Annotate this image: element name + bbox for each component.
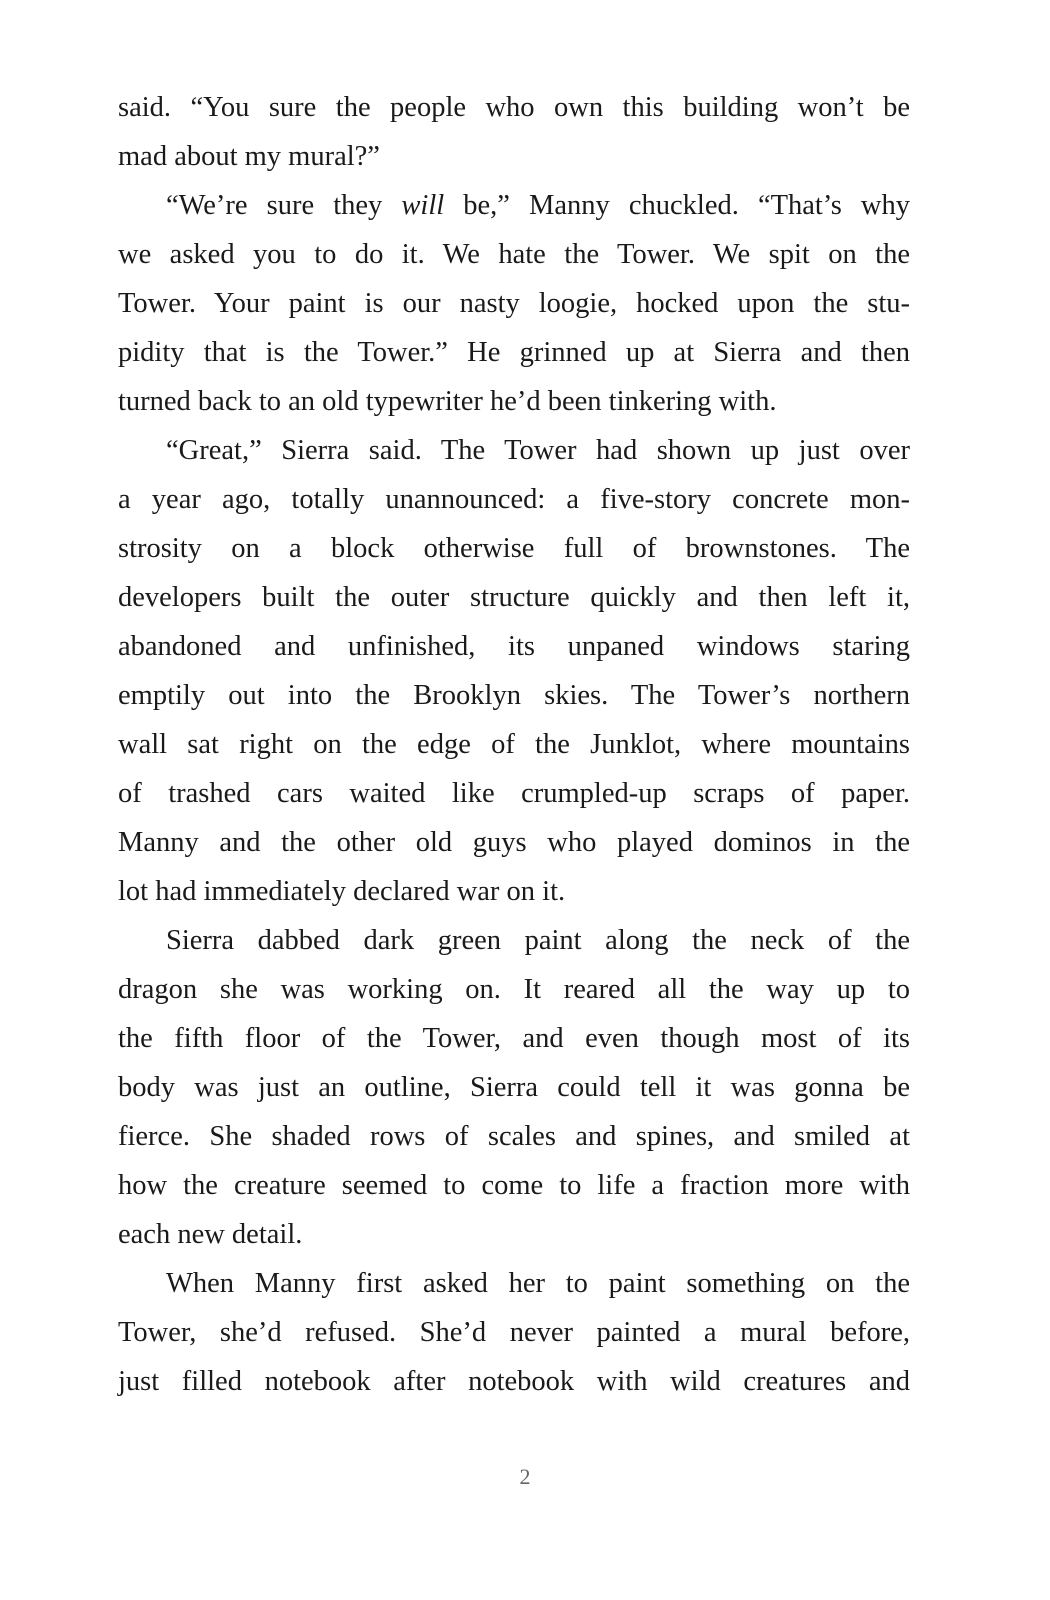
text-line: just filled notebook after notebook with wild creatures and xyxy=(118,1366,910,1397)
text-line: said. “You sure the people who own this building won’t be xyxy=(118,92,910,123)
text-line xyxy=(166,186,910,226)
text-line: pidity that is the Tower.” He grinned up at Sierra and then xyxy=(118,337,910,368)
text-line: lot had immediately declared war on it. xyxy=(118,876,566,907)
text-line: When Manny first asked her to paint something on the xyxy=(166,1268,910,1299)
text-line: Manny and the other old guys who played dominos in the xyxy=(118,827,910,858)
text-line: of trashed cars waited like crumpled-up scraps of paper. xyxy=(118,778,910,809)
text-line: Tower, she’d refused. She’d never painted a mural before, xyxy=(118,1317,910,1348)
text-line: abandoned and unfinished, its unpaned windows staring xyxy=(118,631,910,662)
line-text: “We’re sure they xyxy=(166,190,402,221)
text-line: Sierra dabbed dark green paint along the neck of the xyxy=(166,925,910,956)
text-line: developers built the outer structure quickly and then left it, xyxy=(118,582,910,613)
emphasized-word: will xyxy=(401,190,445,221)
text-line: wall sat right on the edge of the Junklot, where mountains xyxy=(118,729,910,760)
text-line: turned back to an old typewriter he’d been tinkering with. xyxy=(118,386,777,417)
text-line: how the creature seemed to come to life a fraction more with xyxy=(118,1170,910,1201)
line-text: be,” Manny chuckled. “That’s why xyxy=(444,190,910,221)
text-line: strosity on a block otherwise full of brownstones. The xyxy=(118,533,910,564)
text-line: fierce. She shaded rows of scales and spines, and smiled at xyxy=(118,1121,910,1152)
text-line: emptily out into the Brooklyn skies. The Tower’s northern xyxy=(118,680,910,711)
text-line: we asked you to do it. We hate the Tower. We spit on the xyxy=(118,239,910,270)
text-line: each new detail. xyxy=(118,1219,303,1250)
page-number: 2 xyxy=(519,1464,531,1489)
text-line: “Great,” Sierra said. The Tower had shown up just over xyxy=(166,435,910,466)
text-line: mad about my mural?” xyxy=(118,141,380,172)
text-line: body was just an outline, Sierra could tell it was gonna be xyxy=(118,1072,910,1103)
text-line: a year ago, totally unannounced: a five-story concrete mon- xyxy=(118,484,910,515)
text-line: dragon she was working on. It reared all the way up to xyxy=(118,974,910,1005)
text-line: the fifth floor of the Tower, and even though most of its xyxy=(118,1023,910,1054)
text-line: Tower. Your paint is our nasty loogie, hocked upon the stu- xyxy=(118,288,910,319)
